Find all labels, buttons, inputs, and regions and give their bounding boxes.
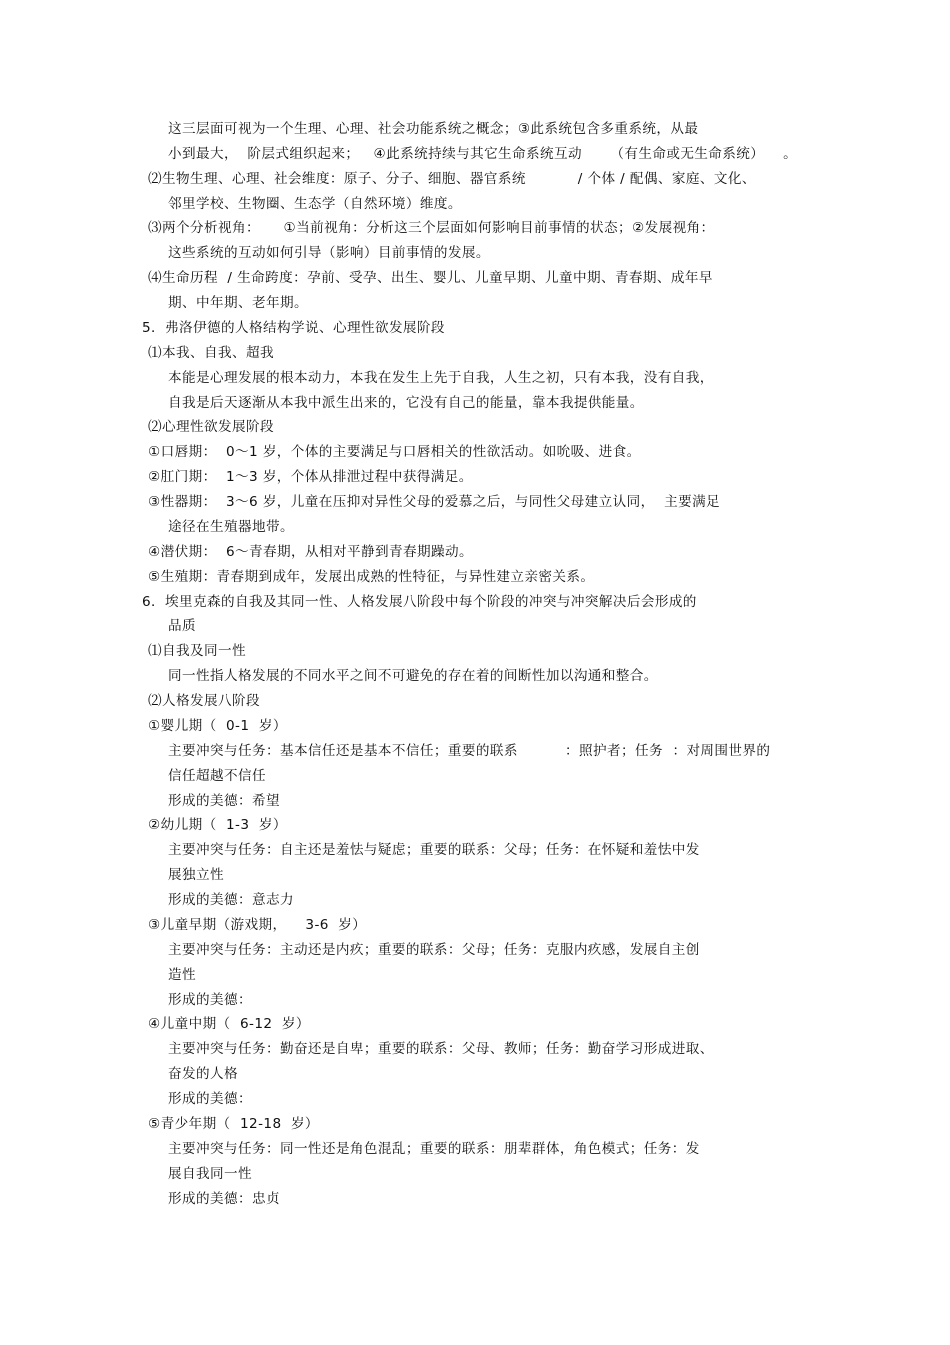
text-line: 奋发的人格: [168, 1066, 238, 1082]
text-line: 展自我同一性: [168, 1166, 252, 1182]
text-line: 主要冲突与任务：自主还是羞怯与疑虑；重要的联系：父母；任务：在怀疑和羞怯中发: [168, 842, 700, 858]
text-line: 这些系统的互动如何引导（影响）目前事情的发展。: [168, 245, 490, 261]
text-line: 造性: [168, 967, 196, 983]
text-line: 品质: [168, 618, 196, 634]
text-line: ⑵生物生理、心理、社会维度：原子、分子、细胞、器官系统 / 个体 / 配偶、家庭、文化、: [148, 171, 756, 187]
text-line: 形成的美德：意志力: [168, 892, 294, 908]
text-line: 本能是心理发展的根本动力，本我在发生上先于自我，人生之初，只有本我，没有自我，: [168, 370, 714, 386]
text-line: 形成的美德：忠贞: [168, 1191, 280, 1207]
text-line: 主要冲突与任务：勤奋还是自卑；重要的联系：父母、教师；任务：勤奋学习形成进取、: [168, 1041, 714, 1057]
text-line: ⑵人格发展八阶段: [148, 693, 260, 709]
text-line: ⑤青少年期（ 12-18 岁）: [148, 1116, 319, 1132]
text-line: 主要冲突与任务：主动还是内疚；重要的联系：父母；任务：克服内疚感，发展自主创: [168, 942, 700, 958]
text-line: ⑴本我、自我、超我: [148, 345, 274, 361]
text-line: ⑵心理性欲发展阶段: [148, 419, 274, 435]
text-line: ⑶两个分析视角： ①当前视角：分析这三个层面如何影响目前事情的状态；②发展视角：: [148, 220, 715, 236]
text-line: 自我是后天逐渐从本我中派生出来的，它没有自己的能量，靠本我提供能量。: [168, 395, 644, 411]
text-line: ⑤生殖期：青春期到成年，发展出成熟的性特征，与异性建立亲密关系。: [148, 569, 595, 585]
text-line: 这三层面可视为一个生理、心理、社会功能系统之概念；③此系统包含多重系统，从最: [168, 121, 699, 137]
text-line: 展独立性: [168, 867, 224, 883]
text-line: ④儿童中期（ 6-12 岁）: [148, 1016, 310, 1032]
text-line: 形成的美德：希望: [168, 793, 280, 809]
section-heading: 5．弗洛伊德的人格结构学说、心理性欲发展阶段: [142, 320, 445, 336]
text-line: 邻里学校、生物圈、生态学（自然环境）维度。: [168, 196, 462, 212]
text-line: 形成的美德：: [168, 992, 252, 1008]
text-line: 形成的美德：: [168, 1091, 252, 1107]
text-line: 主要冲突与任务：基本信任还是基本不信任；重要的联系 ：照护者；任务 ：对周围世界的: [168, 743, 771, 759]
text-line: ②幼儿期（ 1-3 岁）: [148, 817, 287, 833]
text-line: 主要冲突与任务：同一性还是角色混乱；重要的联系：朋辈群体，角色模式；任务：发: [168, 1141, 700, 1157]
text-line: ⑷生命历程 / 生命跨度：孕前、受孕、出生、婴儿、儿童早期、儿童中期、青春期、成年早: [148, 270, 713, 286]
text-line: 同一性指人格发展的不同水平之间不可避免的存在着的间断性加以沟通和整合。: [168, 668, 658, 684]
section-heading: 6．埃里克森的自我及其同一性、人格发展八阶段中每个阶段的冲突与冲突解决后会形成的: [142, 594, 697, 610]
text-line: 途径在生殖器地带。: [168, 519, 294, 535]
text-line: 小到最大， 阶层式组织起来； ④此系统持续与其它生命系统互动 （有生命或无生命系统） 。: [168, 146, 798, 162]
text-line: ①婴儿期（ 0-1 岁）: [148, 718, 287, 734]
text-line: ⑴自我及同一性: [148, 643, 246, 659]
text-line: ①口唇期： 0～1 岁，个体的主要满足与口唇相关的性欲活动。如吮吸、进食。: [148, 444, 641, 460]
text-line: ④潜伏期： 6～青春期，从相对平静到青春期躁动。: [148, 544, 473, 560]
text-line: ③儿童早期（游戏期， 3-6 岁）: [148, 917, 367, 933]
text-line: 信任超越不信任: [168, 768, 266, 784]
text-line: 期、中年期、老年期。: [168, 295, 308, 311]
text-line: ②肛门期： 1～3 岁，个体从排泄过程中获得满足。: [148, 469, 473, 485]
text-line: ③性器期： 3～6 岁，儿童在压抑对异性父母的爱慕之后，与同性父母建立认同， 主要满足: [148, 494, 721, 510]
